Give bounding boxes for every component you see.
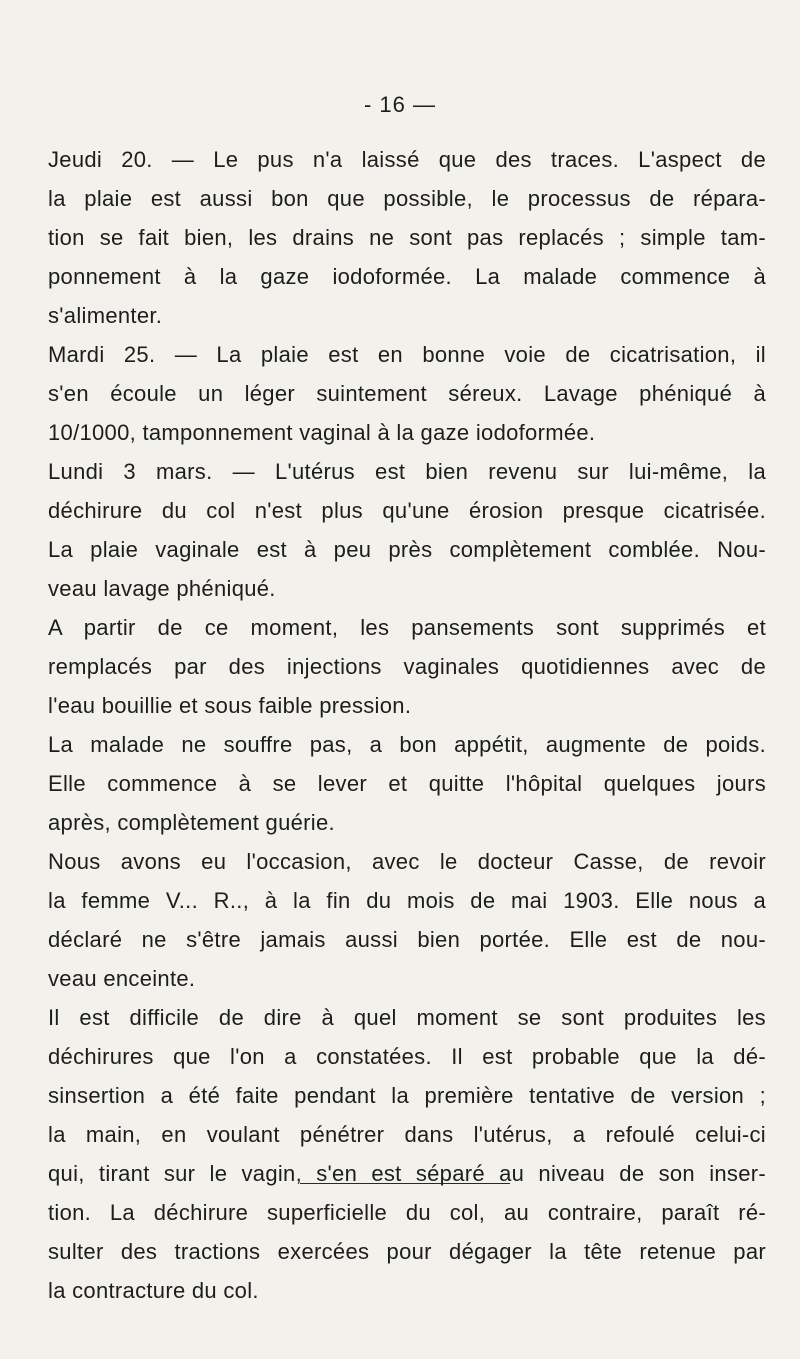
text-line: Mardi 25. — La plaie est en bonne voie de cicatrisation, il bbox=[48, 342, 766, 367]
text-line: après, complètement guérie. bbox=[48, 810, 335, 835]
text-line: Lundi 3 mars. — L'utérus est bien revenu sur lui-même, la bbox=[48, 459, 766, 484]
text-line: veau lavage phéniqué. bbox=[48, 576, 276, 601]
text-line: Nous avons eu l'occasion, avec le docteur Casse, de revoir bbox=[48, 849, 766, 874]
text-line: tion se fait bien, les drains ne sont pas replacés ; simple tam- bbox=[48, 225, 766, 250]
text-line: tion. La déchirure superficielle du col, au contraire, paraît ré- bbox=[48, 1200, 766, 1225]
text-line: la contracture du col. bbox=[48, 1278, 259, 1303]
text-line: s'alimenter. bbox=[48, 303, 163, 328]
text-line: 10/1000, tamponnement vaginal à la gaze iodoformée. bbox=[48, 420, 596, 445]
text-line: la femme V... R.., à la fin du mois de mai 1903. Elle nous a bbox=[48, 888, 766, 913]
text-line: La plaie vaginale est à peu près complètement comblée. Nou- bbox=[48, 537, 766, 562]
text-line: veau enceinte. bbox=[48, 966, 196, 991]
text-line: sinsertion a été faite pendant la première tentative de version ; bbox=[48, 1083, 766, 1108]
text-line: remplacés par des injections vaginales quotidiennes avec de bbox=[48, 654, 766, 679]
text-line: déchirure du col n'est plus qu'une érosion presque cicatrisée. bbox=[48, 498, 766, 523]
text-line: ponnement à la gaze iodoformée. La malade commence à bbox=[48, 264, 766, 289]
text-line: déchirures que l'on a constatées. Il est probable que la dé- bbox=[48, 1044, 766, 1069]
text-line: Il est difficile de dire à quel moment se sont produites les bbox=[48, 1005, 766, 1030]
text-line: déclaré ne s'être jamais aussi bien portée. Elle est de nou- bbox=[48, 927, 766, 952]
text-line: s'en écoule un léger suintement séreux. Lavage phéniqué à bbox=[48, 381, 766, 406]
separator-rule bbox=[300, 1183, 510, 1184]
body-text bbox=[48, 140, 766, 1310]
text-line: la main, en voulant pénétrer dans l'utérus, a refoulé celui-ci bbox=[48, 1122, 766, 1147]
text-line: qui, tirant sur le vagin, s'en est séparé au niveau de son inser- bbox=[48, 1161, 766, 1186]
text-line: A partir de ce moment, les pansements sont supprimés et bbox=[48, 615, 766, 640]
text-line: l'eau bouillie et sous faible pression. bbox=[48, 693, 412, 718]
text-line: La malade ne souffre pas, a bon appétit, augmente de poids. bbox=[48, 732, 766, 757]
text-line: la plaie est aussi bon que possible, le processus de répara- bbox=[48, 186, 766, 211]
text-line: Elle commence à se lever et quitte l'hôpital quelques jours bbox=[48, 771, 766, 796]
page-number: - 16 — bbox=[363, 92, 437, 117]
text-line: sulter des tractions exercées pour dégager la tête retenue par bbox=[48, 1239, 766, 1264]
text-line: Jeudi 20. — Le pus n'a laissé que des traces. L'aspect de bbox=[48, 147, 766, 172]
